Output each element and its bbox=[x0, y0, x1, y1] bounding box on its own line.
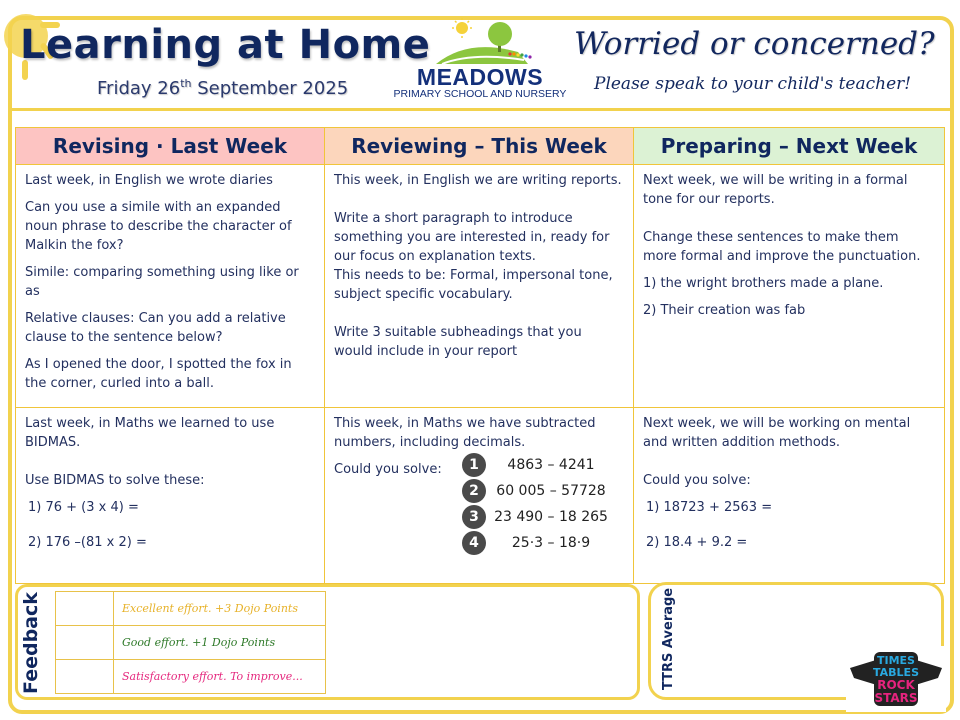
feedback-excellent: Excellent effort. +3 Dojo Points bbox=[114, 592, 326, 626]
subtraction-item bbox=[462, 478, 616, 504]
ttrs-logo-times: TIMES bbox=[877, 654, 915, 667]
feedback-row bbox=[56, 592, 326, 626]
heading-next-week: Preparing – Next Week bbox=[634, 128, 945, 165]
column-headings bbox=[16, 128, 945, 165]
english-this-week bbox=[325, 165, 634, 408]
maths-next-q2: 2) 18.4 + 9.2 = bbox=[646, 535, 748, 550]
heading-this-week: Reviewing – This Week bbox=[325, 128, 634, 165]
school-name: MEADOWS bbox=[416, 64, 544, 90]
header-divider bbox=[10, 108, 952, 111]
english-row bbox=[16, 165, 945, 408]
number-4-icon: 4 bbox=[462, 531, 486, 555]
english-last-relative: Relative clauses: Can you add a relative clause to the sentence below? bbox=[25, 311, 286, 345]
maths-next-q1: 1) 18723 + 2563 = bbox=[646, 500, 773, 515]
subtraction-item bbox=[462, 530, 616, 556]
concern-subtitle: Please speak to your child's teacher! bbox=[594, 74, 912, 94]
maths-last-intro: Last week, in Maths we learned to use BIDMAS. bbox=[25, 416, 275, 450]
english-last-sentence: As I opened the door, I spotted the fox in the corner, curled into a ball. bbox=[25, 357, 292, 391]
ttrs-label: TTRS Average bbox=[661, 587, 676, 690]
school-subtitle: PRIMARY SCHOOL AND NURSERY bbox=[393, 88, 567, 100]
maths-row bbox=[16, 408, 945, 584]
feedback-row bbox=[56, 660, 326, 694]
feedback-table bbox=[55, 591, 326, 694]
subtraction-text: 23 490 – 18 265 bbox=[494, 508, 608, 525]
date-day: Friday 26 bbox=[97, 78, 181, 99]
maths-last-task: Use BIDMAS to solve these: bbox=[25, 473, 205, 488]
english-this-requirements: This needs to be: Formal, impersonal tone, subject specific vocabulary. bbox=[334, 268, 613, 302]
ttrs-logo-tables: TABLES bbox=[873, 666, 919, 679]
maths-next-intro: Next week, we will be working on mental and written addition methods. bbox=[643, 416, 911, 450]
ttrs-logo-rock: ROCK bbox=[877, 678, 915, 692]
subtraction-text: 25·3 – 18·9 bbox=[511, 534, 591, 551]
english-next-task: Change these sentences to make them more formal and improve the punctuation. bbox=[643, 230, 921, 264]
maths-this-intro: This week, in Maths we have subtracted numbers, including decimals. bbox=[334, 416, 596, 450]
meadows-hill-icon bbox=[378, 18, 582, 68]
number-3-icon: 3 bbox=[462, 505, 486, 529]
english-this-intro: This week, in English we are writing reports. bbox=[334, 173, 622, 188]
date-month-year: September 2025 bbox=[191, 78, 349, 99]
english-last-week bbox=[16, 165, 325, 408]
english-last-intro: Last week, in English we wrote diaries bbox=[25, 173, 273, 188]
concern-title: Worried or concerned? bbox=[574, 26, 935, 62]
ttrs-logo-graphic bbox=[846, 646, 946, 712]
english-last-task: Can you use a simile with an expanded noun phrase to describe the character of Malkin the fox? bbox=[25, 200, 292, 253]
feedback-good: Good effort. +1 Dojo Points bbox=[114, 626, 326, 660]
subtraction-text: 4863 – 4241 bbox=[507, 456, 595, 473]
subtraction-text: 60 005 – 57728 bbox=[496, 482, 606, 499]
feedback-label: Feedback bbox=[20, 592, 42, 694]
school-logo bbox=[378, 18, 582, 102]
subtraction-list bbox=[462, 452, 616, 556]
number-2-icon: 2 bbox=[462, 479, 486, 503]
english-next-intro: Next week, we will be writing in a formal tone for our reports. bbox=[643, 173, 908, 207]
page-title: Learning at Home bbox=[20, 22, 431, 68]
english-this-subheadings: Write 3 suitable subheadings that you would include in your report bbox=[334, 325, 582, 359]
heading-last-week: Revising · Last Week bbox=[16, 128, 325, 165]
maths-this-task: Could you solve: bbox=[334, 462, 442, 477]
english-last-simile: Simile: comparing something using like or as bbox=[25, 265, 299, 299]
maths-last-week bbox=[16, 408, 325, 584]
number-1-icon: 1 bbox=[462, 453, 486, 477]
subtraction-item bbox=[462, 452, 616, 478]
feedback-tick-cell[interactable] bbox=[56, 592, 114, 626]
feedback-tick-cell[interactable] bbox=[56, 626, 114, 660]
ttrs-logo bbox=[846, 646, 946, 712]
feedback-tick-cell[interactable] bbox=[56, 660, 114, 694]
english-next-item-1: 1) the wright brothers made a plane. bbox=[643, 276, 884, 291]
english-next-item-2: 2) Their creation was fab bbox=[643, 303, 806, 318]
maths-this-week bbox=[325, 408, 634, 584]
english-this-task: Write a short paragraph to introduce something you are interested in, ready for our focus on explanation texts. bbox=[334, 211, 610, 264]
ttrs-logo-stars: STARS bbox=[874, 691, 918, 705]
feedback-satisfactory: Satisfactory effort. To improve... bbox=[114, 660, 326, 694]
feedback-row bbox=[56, 626, 326, 660]
maths-last-q1: 1) 76 + (3 x 4) = bbox=[28, 500, 139, 515]
learning-grid bbox=[15, 127, 945, 584]
maths-last-q2: 2) 176 –(81 x 2) = bbox=[28, 535, 147, 550]
maths-next-week bbox=[634, 408, 945, 584]
english-next-week bbox=[634, 165, 945, 408]
date-line bbox=[97, 77, 348, 99]
subtraction-item bbox=[462, 504, 616, 530]
date-ordinal: th bbox=[180, 77, 192, 90]
maths-next-task: Could you solve: bbox=[643, 473, 751, 488]
